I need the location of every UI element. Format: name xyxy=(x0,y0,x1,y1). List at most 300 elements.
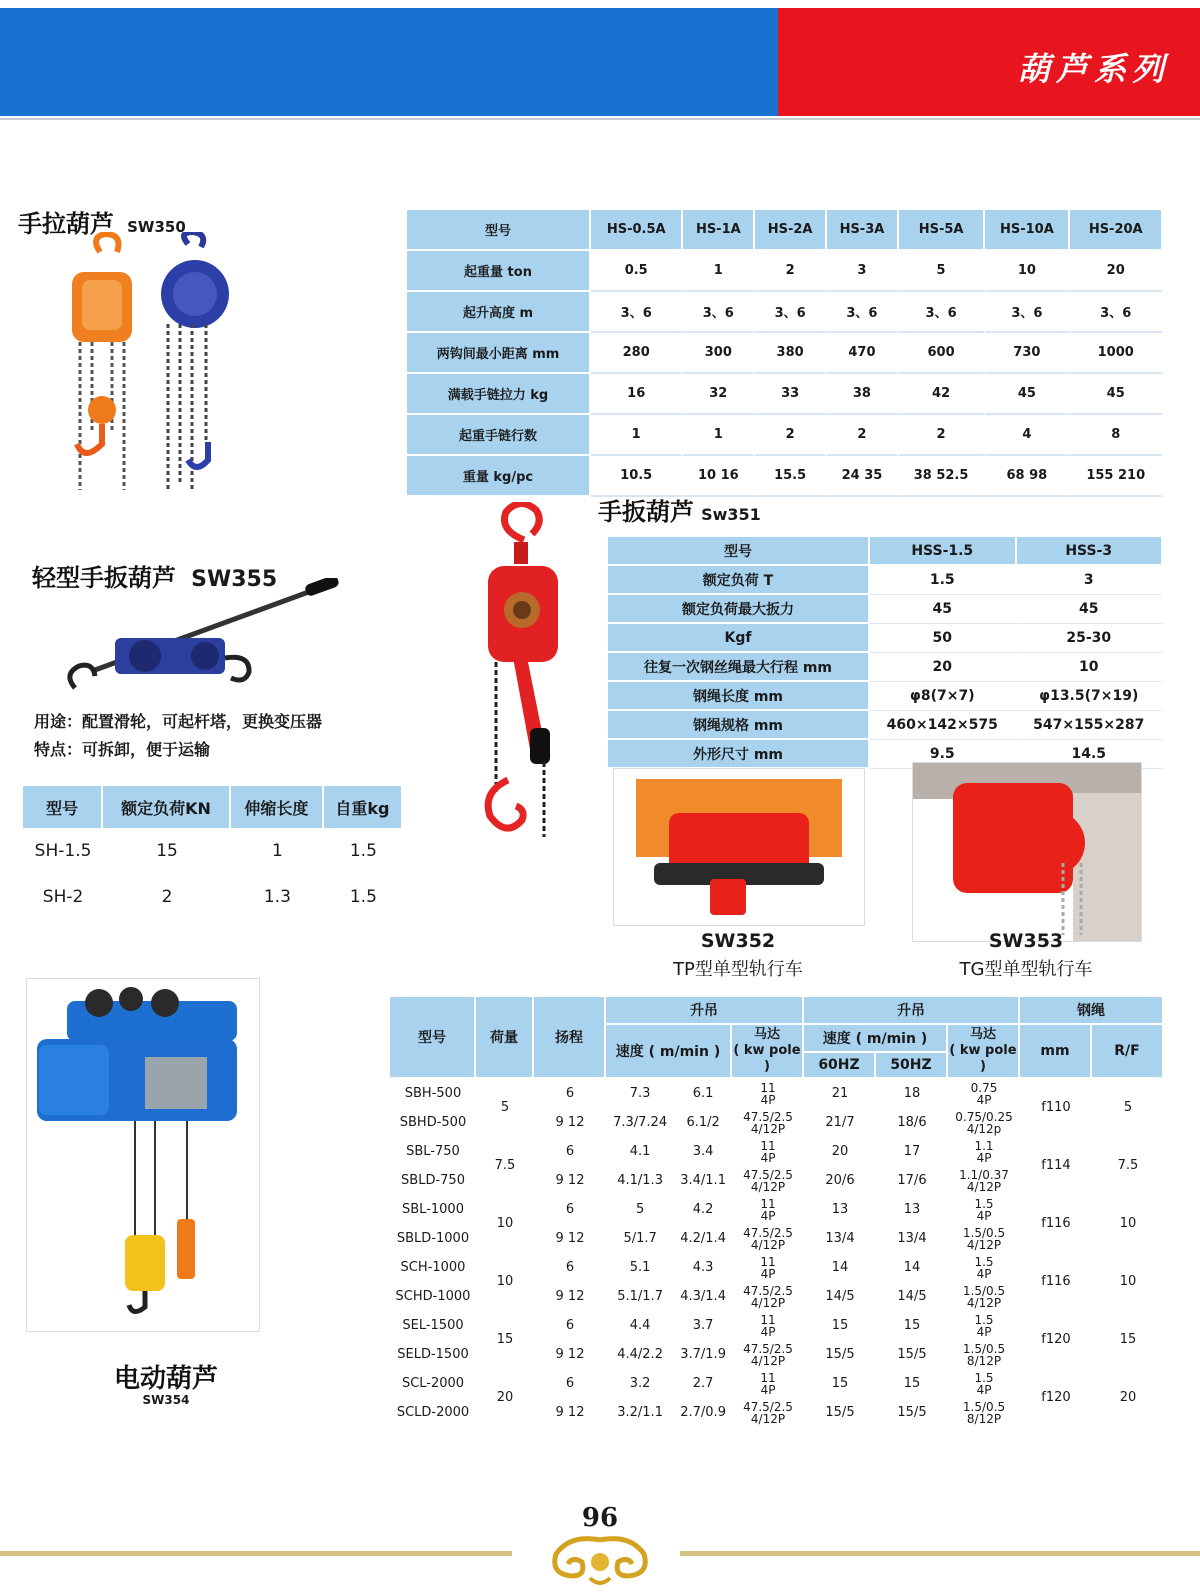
cell: 3、6 xyxy=(985,292,1070,333)
rope-value: f120 xyxy=(1041,1390,1071,1405)
value: 6.1/2 xyxy=(686,1114,720,1130)
value: 4P xyxy=(760,1382,776,1397)
model-value: SBHD-500 xyxy=(399,1114,467,1130)
motor-cell xyxy=(948,1369,1020,1398)
value: 18/6 xyxy=(897,1114,927,1130)
value: 7.3/7.24 xyxy=(613,1114,668,1130)
model-cell xyxy=(390,1195,476,1224)
range-value: 9 12 xyxy=(555,1346,585,1362)
value: 20/6 xyxy=(825,1172,855,1188)
cell xyxy=(674,1311,732,1340)
electric-table-body xyxy=(390,1079,1164,1427)
header-cell: R/F xyxy=(1092,1025,1164,1079)
value: 15 xyxy=(903,1375,921,1391)
cell: 380 xyxy=(755,333,827,374)
value: 14 xyxy=(831,1259,849,1275)
model-value: SEL-1500 xyxy=(402,1317,464,1333)
footer-line-right xyxy=(680,1551,1200,1556)
footer-line-left xyxy=(0,1551,512,1556)
row-label: 重量 kg/pc xyxy=(407,456,591,497)
value: 47.5/2.5 xyxy=(743,1109,793,1124)
motor-cell xyxy=(948,1282,1020,1311)
model-value: SBL-750 xyxy=(406,1143,460,1159)
cell: 4 xyxy=(985,415,1070,456)
cell xyxy=(674,1108,732,1137)
cell: φ8(7×7) xyxy=(870,682,1017,711)
row-label: 钢绳规格 mm xyxy=(608,711,870,740)
cell: 5 xyxy=(899,251,985,292)
value: 47.5/2.5 xyxy=(743,1167,793,1182)
load-value: 10 xyxy=(496,1216,514,1231)
header-cell: 扬程 xyxy=(534,997,606,1079)
range-value: 6 xyxy=(565,1201,575,1217)
table-row xyxy=(608,595,1163,624)
row-label: 额定负荷 T xyxy=(608,566,870,595)
cell: 38 xyxy=(827,374,899,415)
range-value: 6 xyxy=(565,1317,575,1333)
cell: 3、6 xyxy=(755,292,827,333)
hand-chain-title: 手拉葫芦 xyxy=(18,209,114,238)
header-cell: 钢绳 xyxy=(1020,997,1164,1025)
cell: 1 xyxy=(591,415,683,456)
value: 21/7 xyxy=(825,1114,855,1130)
value: 11 xyxy=(760,1370,776,1385)
value: 4P xyxy=(976,1266,992,1281)
electric-model: SW354 xyxy=(142,1393,190,1407)
value: 8/12P xyxy=(966,1411,1002,1426)
trolley-sw353-desc: TG型单型轨行车 xyxy=(959,959,1093,980)
motor-cell xyxy=(732,1166,804,1195)
load-value: 15 xyxy=(496,1332,514,1347)
rope-value: f114 xyxy=(1041,1158,1071,1173)
model-value: SCHD-1000 xyxy=(395,1288,471,1304)
cell: 1000 xyxy=(1070,333,1163,374)
header-cell: 60HZ xyxy=(804,1053,876,1079)
value: 7.3 xyxy=(629,1085,651,1101)
motor-cell xyxy=(732,1311,804,1340)
rope-cell xyxy=(1020,1079,1092,1137)
cell: SH-2 xyxy=(42,887,84,907)
header-cell: HS-10A xyxy=(985,210,1070,251)
model-cell xyxy=(390,1340,476,1369)
row-label: 额定负荷最大扳力 xyxy=(608,595,870,624)
table-row xyxy=(390,1253,1164,1282)
header-cell xyxy=(948,1025,1020,1079)
range-value: 6 xyxy=(565,1143,575,1159)
row-label: 起重量 ton xyxy=(407,251,591,292)
value: 15/5 xyxy=(825,1346,855,1362)
header-cell: HS-1A xyxy=(683,210,755,251)
value: 15 xyxy=(831,1317,849,1333)
row-label: 两钩间最小距离 mm xyxy=(407,333,591,374)
header-divider xyxy=(0,118,1200,120)
value: 1.5/0.5 xyxy=(962,1283,1006,1298)
motor-cell xyxy=(948,1079,1020,1108)
light-lever-feature: 特点：可拆卸，便于运输 xyxy=(34,740,211,759)
header-cell: 速度 ( m/min ) xyxy=(606,1025,732,1079)
cell xyxy=(606,1282,674,1311)
trolley-sw353-image xyxy=(913,763,1141,941)
rf-value: 20 xyxy=(1119,1390,1137,1405)
rope-cell xyxy=(1020,1369,1092,1427)
cell: 9.5 xyxy=(870,740,1017,769)
value: 2.7/0.9 xyxy=(680,1404,726,1420)
cell xyxy=(876,1311,948,1340)
motor-cell xyxy=(732,1253,804,1282)
cell xyxy=(606,1369,674,1398)
cell: 45 xyxy=(870,595,1017,624)
cell xyxy=(606,1253,674,1282)
value: 17 xyxy=(903,1143,921,1159)
value: 13/4 xyxy=(825,1230,855,1246)
motor-cell xyxy=(948,1224,1020,1253)
value: 1.1/0.37 xyxy=(959,1167,1009,1182)
header-cell: 升吊 xyxy=(804,997,1020,1025)
range-value: 6 xyxy=(565,1085,575,1101)
motor-cell xyxy=(732,1079,804,1108)
cell xyxy=(804,1398,876,1427)
cell xyxy=(674,1079,732,1108)
cell xyxy=(674,1398,732,1427)
value: 21 xyxy=(831,1085,849,1101)
value: 1.5 xyxy=(974,1312,994,1327)
range-value: 9 12 xyxy=(555,1288,585,1304)
load-cell xyxy=(476,1253,534,1311)
value: 13/4 xyxy=(897,1230,927,1246)
load-cell xyxy=(476,1137,534,1195)
series-title: 葫芦系列 xyxy=(1017,50,1170,88)
rope-cell xyxy=(1020,1137,1092,1195)
cell xyxy=(606,1166,674,1195)
cell: 155 210 xyxy=(1070,456,1163,497)
value: 20 xyxy=(831,1143,849,1159)
model-value: SBH-500 xyxy=(404,1085,462,1101)
table-row xyxy=(407,251,1163,292)
row-label: 往复一次钢丝绳最大行程 mm xyxy=(608,653,870,682)
load-value: 20 xyxy=(496,1390,514,1405)
value: 1.5/0.5 xyxy=(962,1399,1006,1414)
cell: 300 xyxy=(683,333,755,374)
rf-value: 5 xyxy=(1123,1100,1133,1115)
electric-hoist-image xyxy=(27,979,259,1331)
motor-cell xyxy=(732,1108,804,1137)
model-cell xyxy=(390,1079,476,1108)
cell xyxy=(804,1079,876,1108)
cell: 10 16 xyxy=(683,456,755,497)
cell: 3、6 xyxy=(899,292,985,333)
cell: 45 xyxy=(1017,595,1164,624)
load-cell xyxy=(476,1311,534,1369)
value: 4P xyxy=(976,1150,992,1165)
cell: 0.5 xyxy=(591,251,683,292)
trolley-sw352-frame xyxy=(613,768,865,926)
row-label: Kgf xyxy=(608,624,870,653)
motor-cell xyxy=(732,1224,804,1253)
header-cell: 型号 xyxy=(608,537,870,566)
header-blue-band xyxy=(0,8,778,116)
value: 4.3 xyxy=(692,1259,714,1275)
value: 4P xyxy=(976,1382,992,1397)
cell: 38 52.5 xyxy=(899,456,985,497)
model-value: SCLD-2000 xyxy=(396,1404,470,1420)
range-value: 9 12 xyxy=(555,1230,585,1246)
cell xyxy=(606,1079,674,1108)
header-cell: 速度 ( m/min ) xyxy=(804,1025,948,1053)
range-cell xyxy=(534,1311,606,1340)
value: 4/12P xyxy=(750,1295,786,1310)
lever-model: Sw351 xyxy=(701,505,761,524)
table-row xyxy=(390,1311,1164,1340)
cell: 2 xyxy=(161,887,173,907)
motor-cell xyxy=(732,1369,804,1398)
value: 5.1/1.7 xyxy=(617,1288,663,1304)
value: 4.2/1.4 xyxy=(680,1230,726,1246)
range-value: 9 12 xyxy=(555,1172,585,1188)
hand-chain-model: SW350 xyxy=(127,218,186,236)
motor-cell xyxy=(732,1282,804,1311)
header-cell: 升吊 xyxy=(606,997,804,1025)
table-row xyxy=(390,1079,1164,1108)
value: 14 xyxy=(903,1259,921,1275)
cell xyxy=(606,1195,674,1224)
table-row xyxy=(390,1195,1164,1224)
motor-unit: ( kw pole ) xyxy=(733,1043,801,1074)
range-cell xyxy=(534,1108,606,1137)
value: 13 xyxy=(831,1201,849,1217)
value: 4/12P xyxy=(750,1353,786,1368)
cell xyxy=(606,1398,674,1427)
value: 4P xyxy=(760,1150,776,1165)
cell: 68 98 xyxy=(985,456,1070,497)
value: 2.7 xyxy=(692,1375,714,1391)
cell xyxy=(876,1340,948,1369)
lever-title: 手扳葫芦 xyxy=(598,497,694,526)
table-row xyxy=(390,1137,1164,1166)
motor-cell xyxy=(732,1398,804,1427)
value: 11 xyxy=(760,1080,776,1095)
value: 0.75/0.25 xyxy=(955,1109,1013,1124)
value: 13 xyxy=(903,1201,921,1217)
row-label: 起升高度 m xyxy=(407,292,591,333)
value: 8/12P xyxy=(966,1353,1002,1368)
footer-ornament-icon xyxy=(540,1532,660,1588)
cell: 10 xyxy=(1017,653,1164,682)
value: 3.7/1.9 xyxy=(680,1346,726,1362)
table-row xyxy=(608,682,1163,711)
table-row xyxy=(608,653,1163,682)
value: 47.5/2.5 xyxy=(743,1341,793,1356)
row-label: 钢绳长度 mm xyxy=(608,682,870,711)
header-cell: HSS-1.5 xyxy=(870,537,1017,566)
rf-value: 10 xyxy=(1119,1274,1137,1289)
model-value: SCL-2000 xyxy=(401,1375,465,1391)
value: 4P xyxy=(760,1208,776,1223)
cell: 280 xyxy=(591,333,683,374)
range-value: 9 12 xyxy=(555,1114,585,1130)
cell: 1.5 xyxy=(349,841,377,861)
trolley-sw352-image xyxy=(614,769,864,925)
cell: 3 xyxy=(1017,566,1164,595)
model-cell xyxy=(390,1282,476,1311)
rf-value: 10 xyxy=(1119,1216,1137,1231)
value: 4/12P xyxy=(966,1295,1002,1310)
cell: 32 xyxy=(683,374,755,415)
model-cell xyxy=(390,1224,476,1253)
cell: 600 xyxy=(899,333,985,374)
motor-cell xyxy=(732,1340,804,1369)
cell xyxy=(606,1224,674,1253)
value: 4/12P xyxy=(750,1411,786,1426)
table-row xyxy=(407,415,1163,456)
cell: 45 xyxy=(985,374,1070,415)
cell xyxy=(876,1079,948,1108)
cell: 1.3 xyxy=(263,887,291,907)
header-cell: 型号 xyxy=(407,210,591,251)
value: 4P xyxy=(760,1324,776,1339)
model-cell xyxy=(390,1398,476,1427)
rf-cell xyxy=(1092,1079,1164,1137)
cell xyxy=(606,1137,674,1166)
value: 1.5/0.5 xyxy=(962,1225,1006,1240)
range-cell xyxy=(534,1137,606,1166)
cell xyxy=(674,1166,732,1195)
value: 14/5 xyxy=(897,1288,927,1304)
table-row xyxy=(608,711,1163,740)
table-row xyxy=(407,456,1163,497)
header-cell: HS-3A xyxy=(827,210,899,251)
cell: 8 xyxy=(1070,415,1163,456)
table-row xyxy=(608,624,1163,653)
value: 1.5 xyxy=(974,1254,994,1269)
header-cell: HS-20A xyxy=(1070,210,1163,251)
table-row xyxy=(407,374,1163,415)
rope-cell xyxy=(1020,1195,1092,1253)
range-cell xyxy=(534,1166,606,1195)
value: 4.1 xyxy=(629,1143,651,1159)
cell xyxy=(804,1137,876,1166)
row-label: 满载手链拉力 kg xyxy=(407,374,591,415)
cell xyxy=(876,1282,948,1311)
range-cell xyxy=(534,1195,606,1224)
cell: 3、6 xyxy=(827,292,899,333)
load-value: 10 xyxy=(496,1274,514,1289)
value: 11 xyxy=(760,1254,776,1269)
value: 5 xyxy=(635,1201,645,1217)
model-cell xyxy=(390,1166,476,1195)
cell: 33 xyxy=(755,374,827,415)
rf-value: 7.5 xyxy=(1117,1158,1139,1173)
table-row xyxy=(23,874,403,920)
cell xyxy=(804,1195,876,1224)
header-cell: 50HZ xyxy=(876,1053,948,1079)
cell: 2 xyxy=(899,415,985,456)
lever-spec-table xyxy=(608,537,1163,769)
cell: 24 35 xyxy=(827,456,899,497)
cell: 1 xyxy=(683,415,755,456)
cell: 42 xyxy=(899,374,985,415)
value: 15 xyxy=(903,1317,921,1333)
value: 4.4 xyxy=(629,1317,651,1333)
motor-cell xyxy=(948,1311,1020,1340)
light-lever-model: SW355 xyxy=(191,567,278,592)
value: 47.5/2.5 xyxy=(743,1399,793,1414)
rope-value: f110 xyxy=(1041,1100,1071,1115)
cell: 50 xyxy=(870,624,1017,653)
cell xyxy=(804,1224,876,1253)
value: 15/5 xyxy=(897,1346,927,1362)
cell xyxy=(804,1282,876,1311)
cell: 1 xyxy=(271,841,283,861)
rf-cell xyxy=(1092,1195,1164,1253)
value: 1.5 xyxy=(974,1196,994,1211)
value: 4.1/1.3 xyxy=(617,1172,663,1188)
cell: 2 xyxy=(755,251,827,292)
motor-cell xyxy=(948,1108,1020,1137)
value: 15 xyxy=(831,1375,849,1391)
lever-heading xyxy=(598,492,761,527)
model-value: SELD-1500 xyxy=(397,1346,469,1362)
hand-chain-spec-table xyxy=(407,210,1163,497)
model-value: SCH-1000 xyxy=(400,1259,466,1275)
range-value: 6 xyxy=(565,1375,575,1391)
light-lever-spec-table xyxy=(23,786,403,920)
trolley-sw353-model: SW353 xyxy=(988,930,1064,952)
rf-cell xyxy=(1092,1137,1164,1195)
header-cell: HS-0.5A xyxy=(591,210,683,251)
trolley-sw352-model: SW352 xyxy=(700,930,776,952)
rope-value: f120 xyxy=(1041,1332,1071,1347)
row-label: 起重手链行数 xyxy=(407,415,591,456)
model-cell xyxy=(390,1137,476,1166)
cell: 2 xyxy=(827,415,899,456)
value: 4.3/1.4 xyxy=(680,1288,726,1304)
range-value: 9 12 xyxy=(555,1404,585,1420)
cell: 470 xyxy=(827,333,899,374)
model-cell xyxy=(390,1253,476,1282)
electric-spec-table xyxy=(390,997,1164,1427)
cell: SH-1.5 xyxy=(34,841,92,861)
cell: 25-30 xyxy=(1017,624,1164,653)
header-cell: 伸缩长度 xyxy=(231,786,324,828)
electric-hoist-frame xyxy=(26,978,260,1332)
cell: 3、6 xyxy=(1070,292,1163,333)
table-header-row xyxy=(608,537,1163,566)
cell xyxy=(606,1311,674,1340)
cell xyxy=(804,1340,876,1369)
cell: 20 xyxy=(1070,251,1163,292)
model-value: SBLD-750 xyxy=(401,1172,465,1188)
model-cell xyxy=(390,1108,476,1137)
cell xyxy=(804,1311,876,1340)
value: 4P xyxy=(760,1266,776,1281)
value: 1.5 xyxy=(974,1370,994,1385)
hand-chain-hoist-image xyxy=(60,232,240,500)
cell: 3、6 xyxy=(683,292,755,333)
table-header-row xyxy=(23,786,403,828)
value: 4.2 xyxy=(692,1201,714,1217)
load-cell xyxy=(476,1079,534,1137)
cell xyxy=(876,1369,948,1398)
cell xyxy=(674,1282,732,1311)
table-row xyxy=(608,566,1163,595)
model-value: SBLD-1000 xyxy=(396,1230,470,1246)
value: 15/5 xyxy=(825,1404,855,1420)
value: 47.5/2.5 xyxy=(743,1225,793,1240)
trolley-sw352-desc: TP型单型轨行车 xyxy=(673,959,803,980)
value: 1.1 xyxy=(974,1138,994,1153)
cell xyxy=(674,1224,732,1253)
load-value: 5 xyxy=(500,1100,510,1115)
